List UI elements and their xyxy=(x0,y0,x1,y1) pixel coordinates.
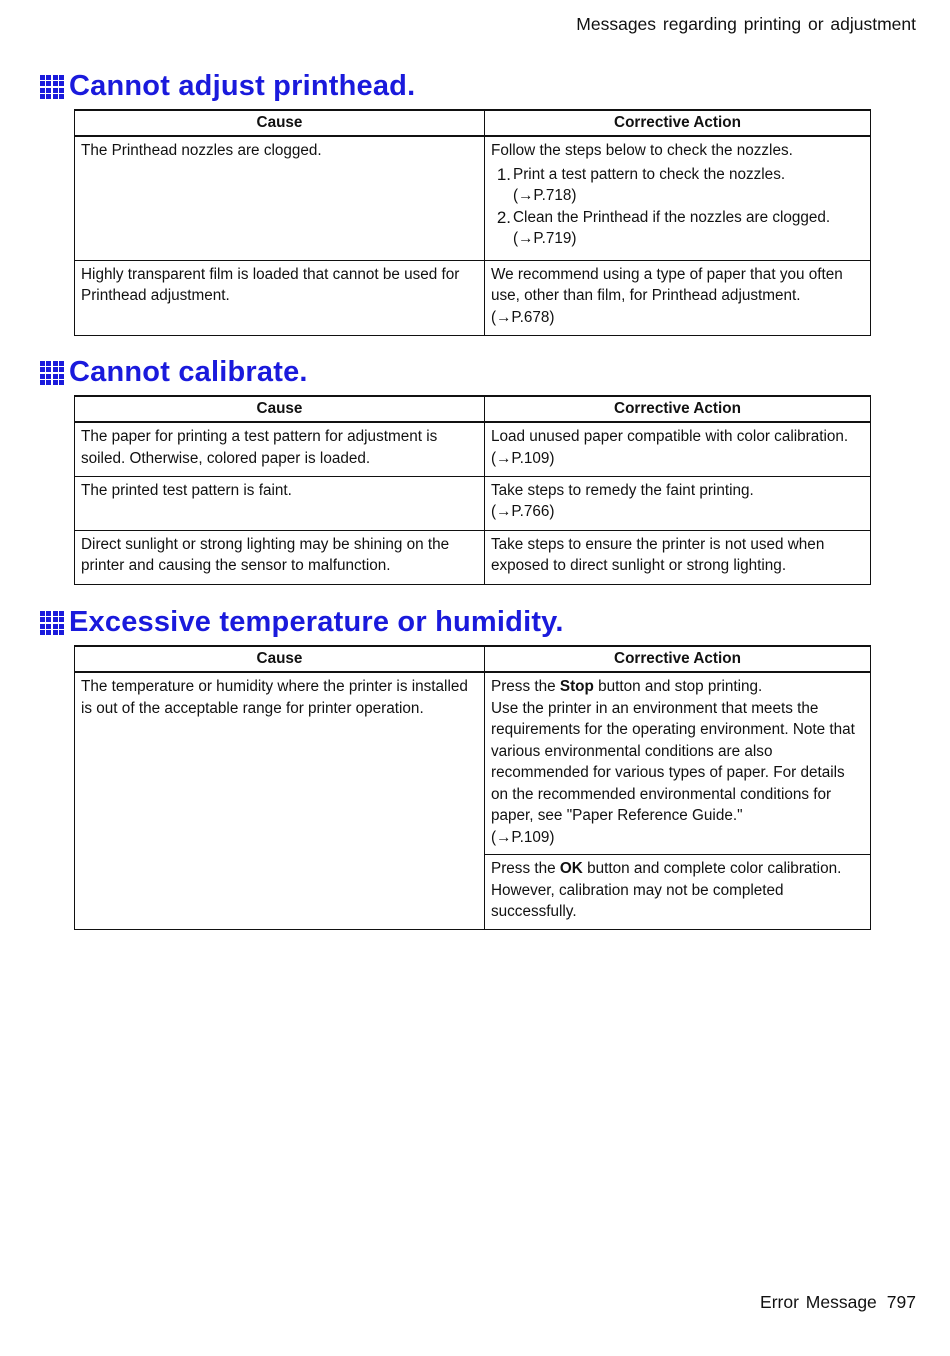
grid-icon xyxy=(40,611,64,635)
action-text-pre: Press the xyxy=(491,860,560,877)
action-text-post: button and stop printing. xyxy=(593,678,763,695)
step-number: 1. xyxy=(496,164,511,184)
action-text-pre: Press the xyxy=(491,678,560,695)
page-reference: (→P.109) xyxy=(491,828,555,846)
footer-label: Error Message xyxy=(760,1292,877,1312)
action-cell xyxy=(485,855,871,930)
cause-text: The paper for printing a test pattern for adjustment is soiled. Otherwise, colored paper is loaded. xyxy=(81,428,438,467)
grid-icon xyxy=(40,361,64,385)
cause-text: Highly transparent film is loaded that cannot be used for Printhead adjustment. xyxy=(81,265,460,304)
cause-cell xyxy=(75,422,485,476)
page-reference: (→P.109) xyxy=(491,449,555,467)
section-excessive-temperature xyxy=(40,602,872,930)
running-head: Messages regarding printing or adjustment xyxy=(576,14,916,34)
cause-text: The temperature or humidity where the printer is installed is out of the acceptable range for printer operation. xyxy=(81,678,468,717)
action-cell xyxy=(485,136,871,260)
section-title: Cannot adjust printhead. xyxy=(69,69,416,102)
action-text: Take steps to ensure the printer is not used when exposed to direct sunlight or strong lighting. xyxy=(491,535,825,574)
table-row xyxy=(75,260,871,335)
action-cell xyxy=(485,672,871,855)
table-row xyxy=(75,422,871,476)
page-reference: (→P.718) xyxy=(513,187,577,204)
section-title: Excessive temperature or humidity. xyxy=(69,605,564,638)
cause-text: The Printhead nozzles are clogged. xyxy=(81,142,322,159)
section-title: Cannot calibrate. xyxy=(69,355,308,388)
cause-cell xyxy=(75,260,485,335)
page-number: 797 xyxy=(886,1292,916,1312)
page-reference: (→P.766) xyxy=(491,503,555,520)
cause-cell xyxy=(75,476,485,530)
page-reference: (→P.719) xyxy=(513,230,577,247)
step-text: Clean the Printhead if the nozzles are clogged. xyxy=(513,208,831,226)
ok-button-label: OK xyxy=(559,860,583,877)
action-text-post: button and complete color calibration. However, calibration may not be completed successfully. xyxy=(491,860,842,920)
cause-text: Direct sunlight or strong lighting may be shining on the printer and causing the sensor to malfunction. xyxy=(81,535,450,574)
header-action: Corrective Action xyxy=(485,396,871,422)
table-row xyxy=(75,136,871,260)
action-text: Take steps to remedy the faint printing. xyxy=(491,481,754,499)
table-header-row xyxy=(75,396,871,422)
page-footer xyxy=(760,1292,916,1313)
table-row xyxy=(75,476,871,530)
action-text: Load unused paper compatible with color calibration. xyxy=(491,428,849,445)
grid-icon xyxy=(40,75,64,99)
action-text-more: Use the printer in an environment that meets the requirements for the operating environment. Note that various environmental conditions are also recommended for various types of paper. For details on the recommended environmental conditions for paper, see "Paper Reference Guide." xyxy=(491,699,855,824)
section-title-row xyxy=(40,66,872,106)
stop-button-label: Stop xyxy=(559,678,594,695)
cause-cell xyxy=(75,672,485,930)
steps-list xyxy=(491,164,864,250)
action-cell xyxy=(485,422,871,476)
header-action: Corrective Action xyxy=(485,646,871,672)
table-header-row xyxy=(75,646,871,672)
cause-cell xyxy=(75,530,485,584)
step-number: 2. xyxy=(496,207,511,227)
action-intro: Follow the steps below to check the nozzles. xyxy=(491,142,793,159)
action-cell xyxy=(485,530,871,584)
page-reference: (→P.678) xyxy=(491,308,555,326)
table-row xyxy=(75,672,871,855)
table-row xyxy=(75,530,871,584)
section-title-row xyxy=(40,602,872,642)
cause-action-table xyxy=(74,645,871,930)
section-title-row xyxy=(40,352,872,392)
header-cause: Cause xyxy=(75,110,485,136)
header-cause: Cause xyxy=(75,396,485,422)
cause-action-table xyxy=(74,109,871,336)
header-action: Corrective Action xyxy=(485,110,871,136)
action-text: We recommend using a type of paper that you often use, other than film, for Printhead adjustment. xyxy=(491,265,843,304)
cause-action-table xyxy=(74,395,871,585)
step-item xyxy=(491,207,864,250)
section-cannot-calibrate xyxy=(40,352,872,585)
table-header-row xyxy=(75,110,871,136)
action-cell xyxy=(485,476,871,530)
section-cannot-adjust-printhead xyxy=(40,66,872,336)
cause-cell xyxy=(75,136,485,260)
step-text: Print a test pattern to check the nozzles. xyxy=(513,165,786,183)
step-item xyxy=(491,164,864,207)
action-cell xyxy=(485,260,871,335)
cause-text: The printed test pattern is faint. xyxy=(81,481,292,499)
header-cause: Cause xyxy=(75,646,485,672)
